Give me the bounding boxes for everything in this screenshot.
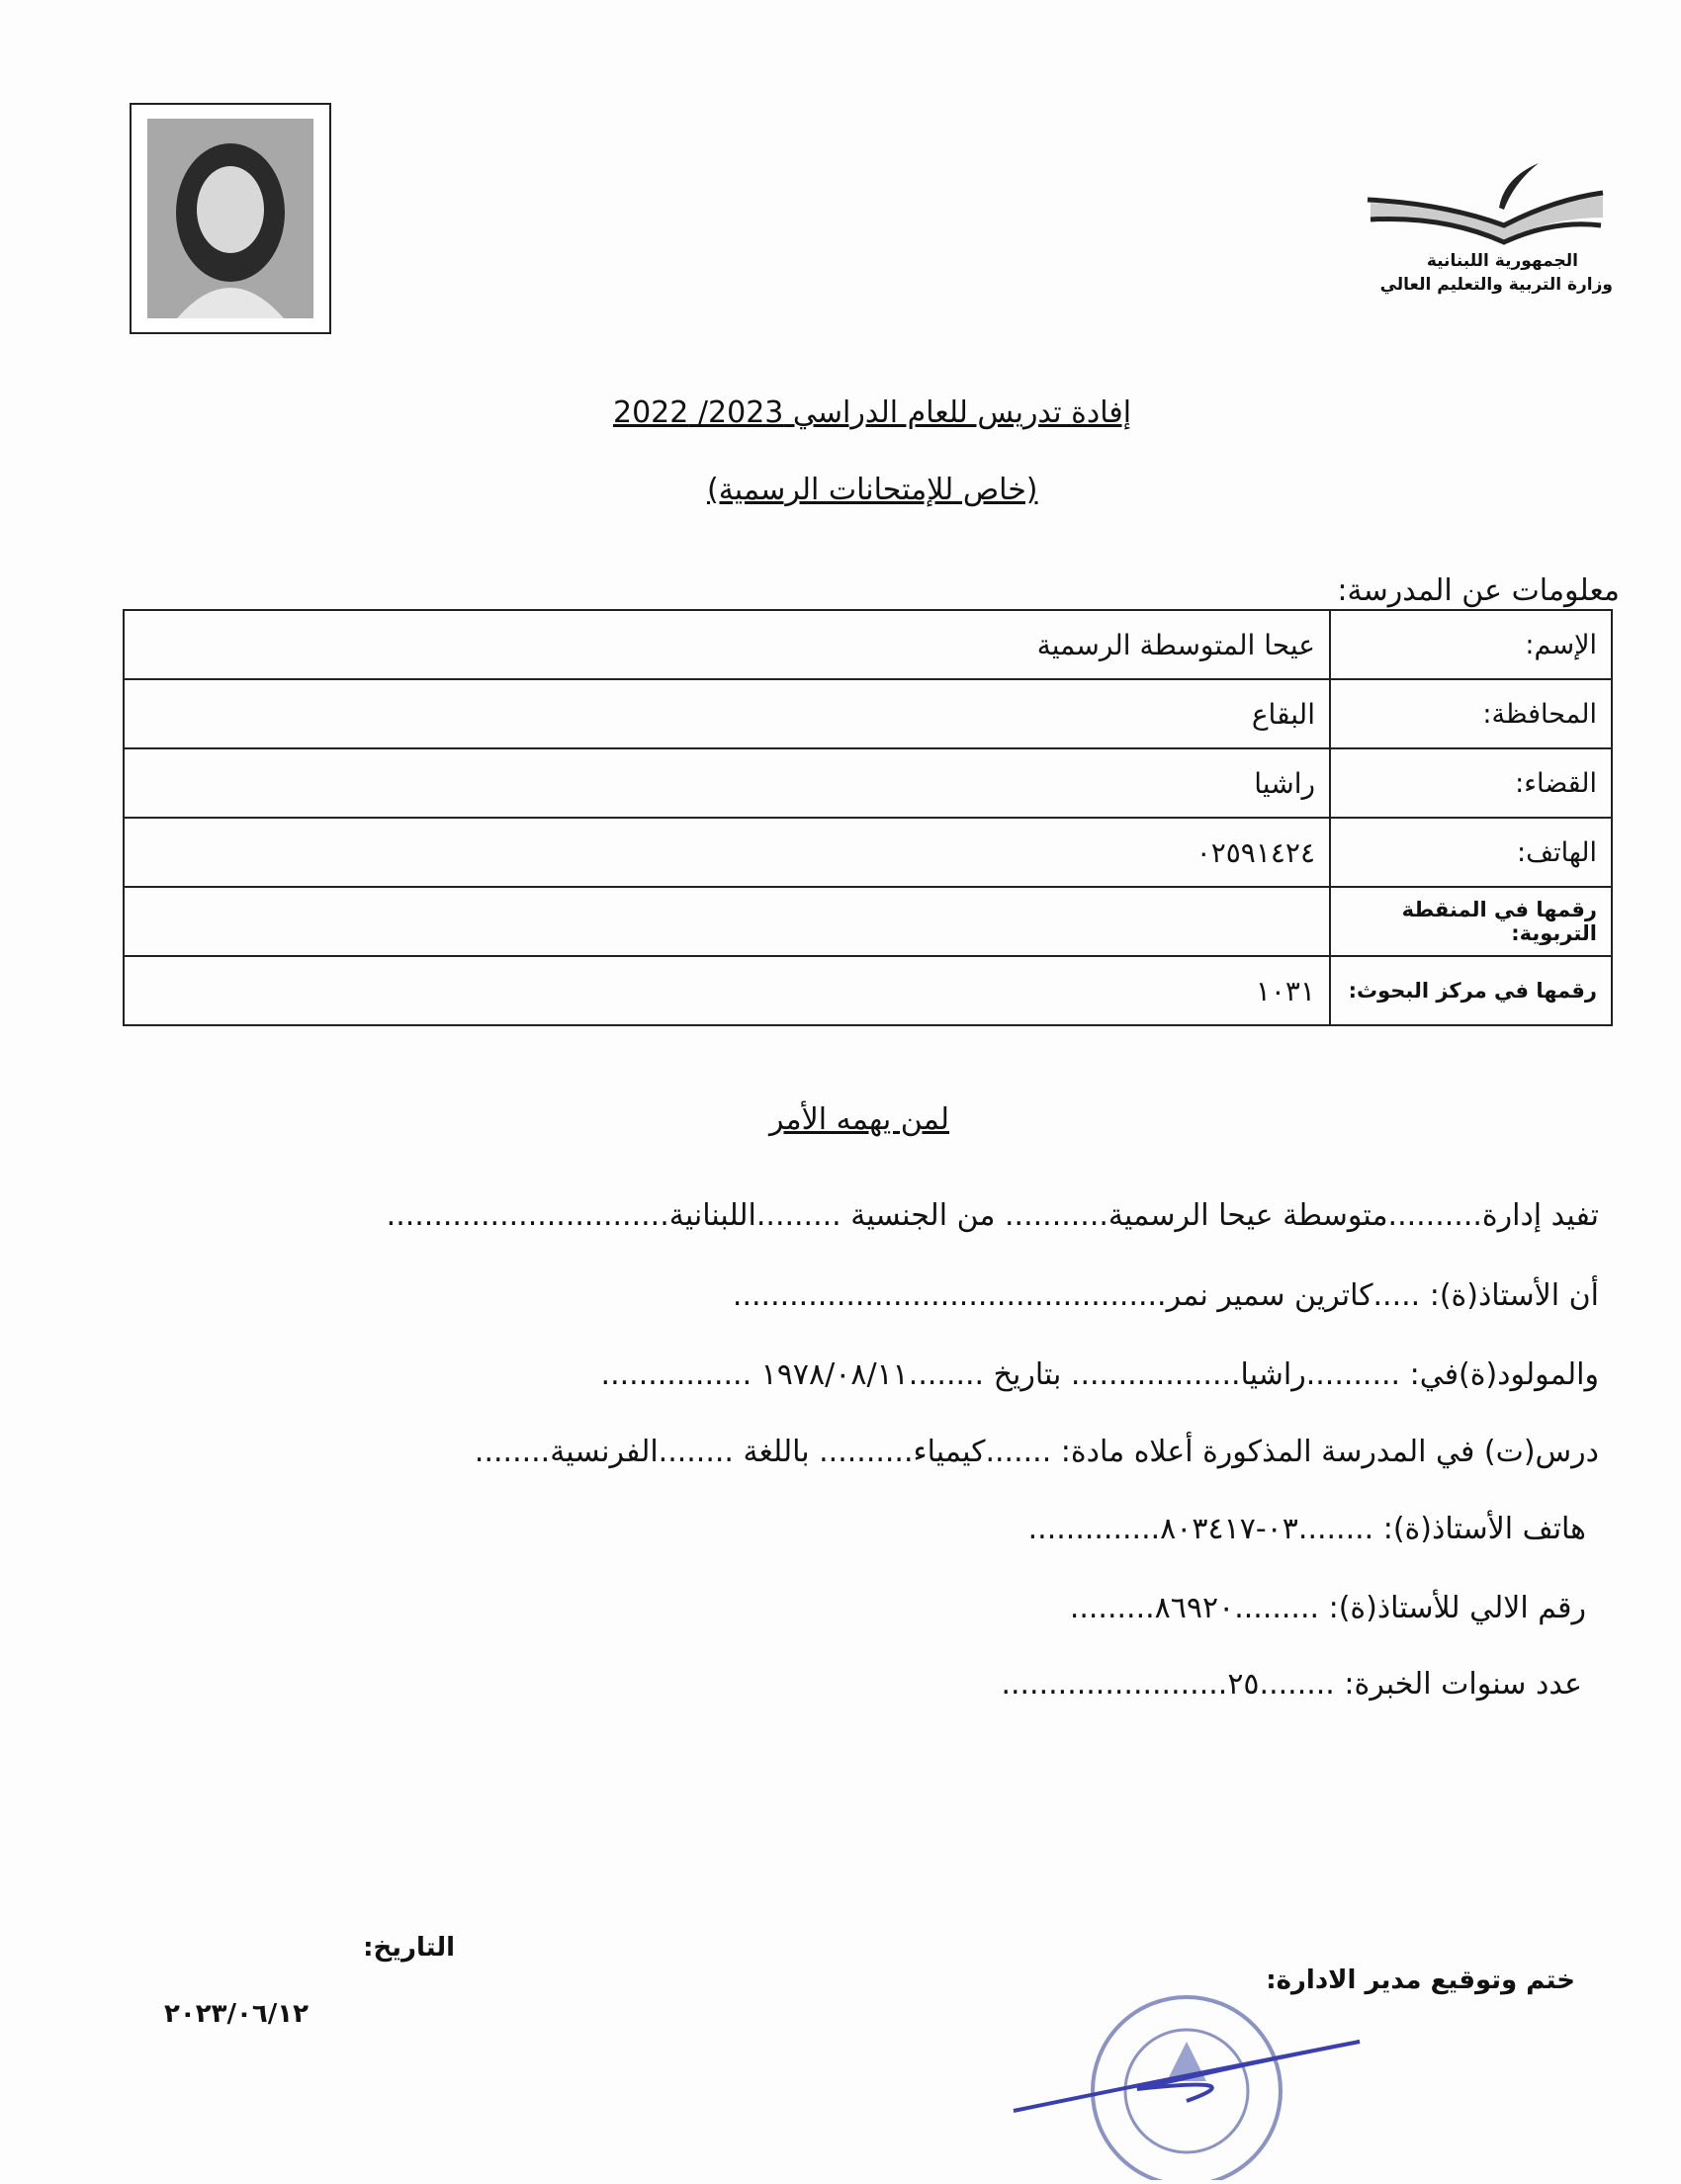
table-row [124, 610, 1612, 679]
cert-line-phone: هاتف الأستاذ(ة): ........٠٣-٨٠٣٤١٧.............. [1027, 1512, 1586, 1546]
row-value [124, 887, 1330, 956]
table-row [124, 818, 1612, 887]
school-stamp [1009, 1972, 1384, 2180]
cert-line-teacher: أن الأستاذ(ة): .....كاترين سمير نمر.............................................. [732, 1278, 1599, 1313]
date-label: التاريخ: [363, 1933, 455, 1963]
row-label: الهاتف: [1330, 818, 1612, 887]
date-value: ٢٠٢٣/٠٦/١٢ [164, 1999, 309, 2029]
cert-line-subject: درس(ت) في المدرسة المذكورة أعلاه مادة: .......كيمياء.......... باللغة ........الفرنسية........ [474, 1435, 1599, 1469]
row-label: رقمها في مركز البحوث: [1330, 956, 1612, 1025]
ministry-line2: وزارة التربية والتعليم العالي [1379, 275, 1613, 295]
cert-line-school: تفيد إدارة..........متوسطة عيحا الرسمية........... من الجنسية .........اللبنانية.............................. [386, 1198, 1599, 1233]
row-label: رقمها في المنقطة التربوية: [1330, 887, 1612, 956]
teacher-photo [130, 103, 331, 334]
row-value: راشيا [124, 748, 1330, 818]
ministry-line1: الجمهورية اللبنانية [1426, 251, 1578, 271]
school-info-heading: معلومات عن المدرسة: [1337, 573, 1620, 608]
cert-line-id: رقم الالي للأستاذ(ة): .........٨٦٩٢٠......... [1069, 1591, 1586, 1625]
to-whom-heading: لمن يهمه الأمر [769, 1102, 950, 1137]
table-row [124, 679, 1612, 748]
row-value: عيحا المتوسطة الرسمية [124, 610, 1330, 679]
table-row [124, 748, 1612, 818]
school-info-table [123, 609, 1613, 1026]
table-row [124, 956, 1612, 1025]
document-title: إفادة تدريس للعام الدراسي 2023/ 2022 [613, 395, 1132, 430]
signature-label: ختم وتوقيع مدير الادارة: [1266, 1966, 1575, 1995]
row-value: البقاع [124, 679, 1330, 748]
row-label: المحافظة: [1330, 679, 1612, 748]
row-label: الإسم: [1330, 610, 1612, 679]
row-value: ٠٢٥٩١٤٢٤ [124, 818, 1330, 887]
row-label: القضاء: [1330, 748, 1612, 818]
cert-line-experience: عدد سنوات الخبرة: ........٢٥........................ [1001, 1667, 1582, 1702]
ministry-logo [1356, 148, 1613, 306]
document-subtitle: (خاص للإمتحانات الرسمية) [707, 473, 1038, 507]
row-value: ١٠٣١ [124, 956, 1330, 1025]
cert-line-birth: والمولود(ة)في: ..........راشيا.................. بتاريخ ........١٩٧٨/٠٨/١١ ................ [600, 1357, 1599, 1392]
table-row [124, 887, 1612, 956]
